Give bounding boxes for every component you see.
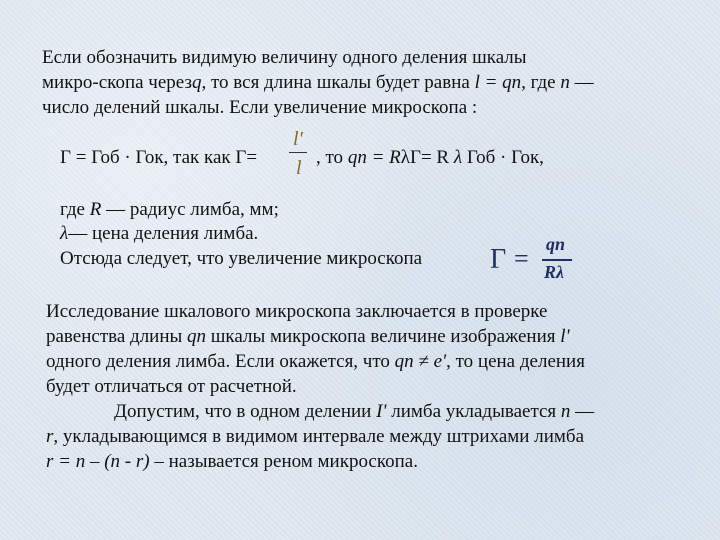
text: , то цена деления [446, 351, 585, 372]
var-r: r [46, 426, 54, 447]
text: — цена деления лимба. [68, 223, 259, 244]
formula-inequality: qn ≠ е' [394, 351, 447, 372]
dash: — [574, 72, 594, 93]
para2-line3 [46, 350, 585, 374]
var-q: q [191, 72, 202, 93]
formula-l-qn: l = qn, [474, 72, 526, 93]
text: число делений шкалы. Если увеличение микроскопа : [42, 97, 478, 118]
text: Отсюда следует, что увеличение микроскопа [60, 248, 423, 269]
var-r: R [89, 199, 102, 220]
var-n: n [560, 401, 571, 422]
text: λГ= R [400, 147, 450, 168]
fraction-bar [289, 152, 307, 153]
text: лимба укладывается [391, 401, 557, 422]
gamma-symbol: Γ [490, 244, 507, 275]
para1-line3 [42, 96, 477, 120]
text: микро-скопа через [42, 72, 192, 93]
para2-line4 [46, 375, 297, 399]
text: Г = Гоб · Гок, так как Г= [60, 147, 258, 168]
text: – называется реном микроскопа. [154, 451, 418, 472]
text: , то вся длина шкалы будет равна [201, 72, 470, 93]
para1-line2 [42, 71, 594, 95]
def-r [60, 198, 279, 222]
text: будет отличаться от расчетной. [46, 376, 297, 397]
para2-line1 [46, 300, 547, 324]
dash: — [575, 401, 595, 422]
formula1-right [316, 146, 544, 170]
var-lambda: λ [60, 223, 69, 244]
fraction-denominator: Rλ [544, 262, 564, 282]
formula-qn-r: qn = R [347, 147, 401, 168]
conclusion-line [60, 247, 422, 271]
text: равенства длины [46, 326, 183, 347]
para2-line7 [46, 450, 418, 474]
para2-line2 [46, 325, 570, 349]
text: шкалы микроскопа величине изображения [210, 326, 556, 347]
var-lambda: λ [453, 147, 463, 168]
para1-line1 [42, 46, 527, 70]
var-n: n [560, 72, 570, 93]
text: , укладывающимся в видимом интервале между штрихами лимба [53, 426, 584, 447]
text: Гоб · Гок, [466, 147, 544, 168]
equals-sign: = [514, 244, 529, 273]
text: Допустим, что в одном делении [114, 401, 372, 422]
def-lambda [60, 222, 258, 246]
fraction-numerator: l' [293, 128, 303, 150]
para2-line5 [114, 400, 594, 424]
formula1-left [60, 146, 257, 170]
formula-r: r = n – (n - r) [46, 451, 150, 472]
fraction-numerator: qn [546, 234, 566, 254]
text: — радиус лимба, мм; [106, 199, 279, 220]
fraction-denominator: l [296, 157, 302, 179]
text: , то [316, 147, 344, 168]
var-qn: qn [187, 326, 207, 347]
text: одного деления лимба. Если окажется, что [46, 351, 390, 372]
text: где [530, 72, 556, 93]
text: Если обозначить видимую величину одного деления шкалы [42, 47, 527, 68]
text: где [60, 199, 85, 220]
var-i-prime: I' [376, 401, 387, 422]
text: Исследование шкалового микроскопа заключается в проверке [46, 301, 548, 322]
para2-line6 [46, 425, 584, 449]
var-l-prime: l' [560, 326, 570, 347]
fraction-bar [542, 259, 572, 261]
